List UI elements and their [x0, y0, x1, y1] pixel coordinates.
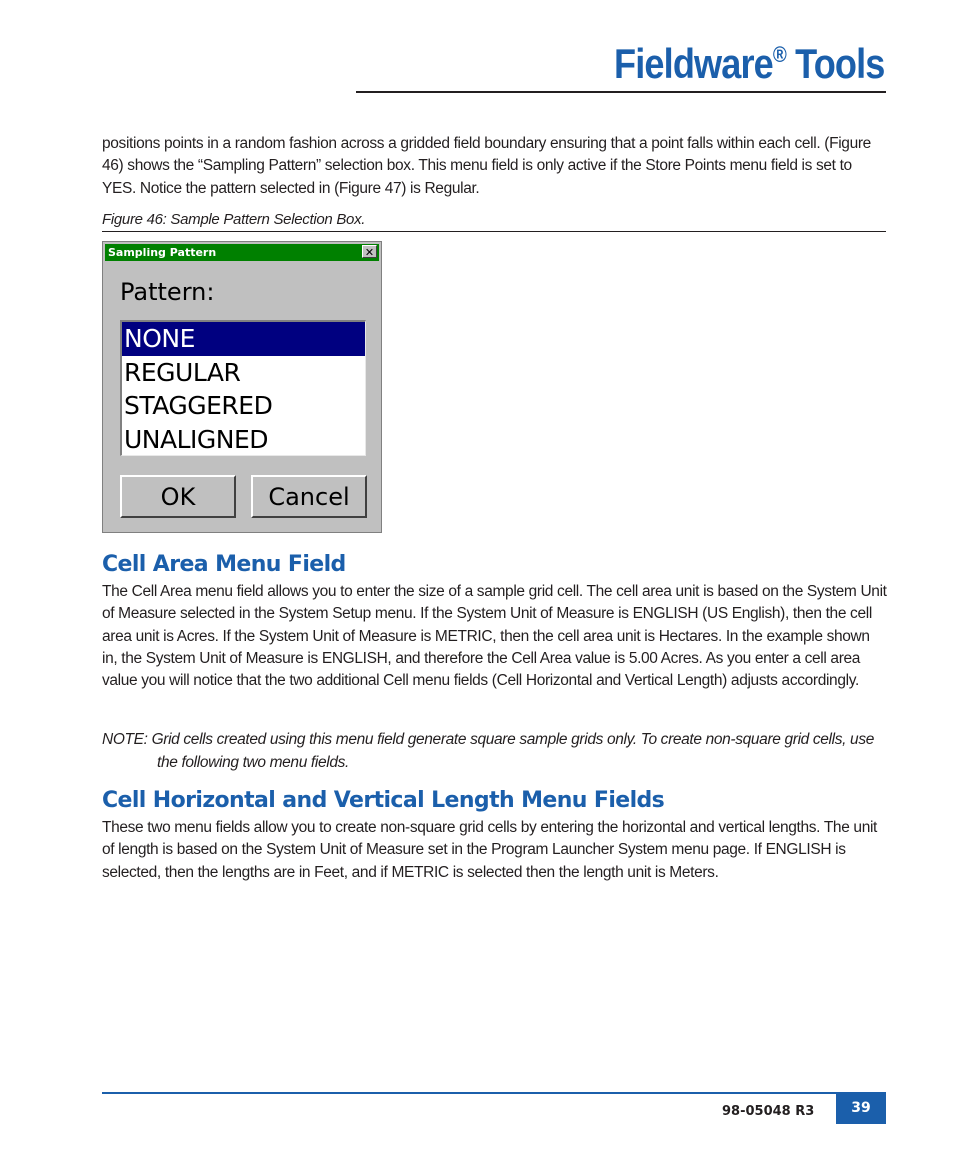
pattern-option-regular[interactable]: REGULAR: [124, 357, 241, 387]
document-number: 98-05048 R3: [722, 1104, 815, 1119]
cancel-button[interactable]: Cancel: [251, 475, 367, 518]
pattern-listbox[interactable]: [120, 320, 366, 456]
sampling-pattern-dialog: [102, 241, 382, 533]
pattern-label: Pattern:: [120, 278, 215, 306]
footer-rule: [102, 1092, 886, 1094]
dialog-titlebar[interactable]: [105, 244, 379, 261]
registered-mark: ®: [773, 42, 787, 67]
brand-title: [615, 40, 885, 88]
pattern-option-none[interactable]: NONE: [122, 322, 365, 356]
intro-paragraph: positions points in a random fashion across a gridded field boundary ensuring that a point falls within each cell. (Figure 46) shows the “Sampling Pattern” selection box. This menu field is only active if the Store Points menu field is set to YES. Notice the pattern selected in (Figure 47) is Regular.: [102, 135, 871, 197]
cell-area-paragraph: The Cell Area menu field allows you to enter the size of a sample grid cell. The cell area unit is based on the System Unit of Measure selected in the System Setup menu. If the System Unit of Measure is ENGLISH (US English), then the cell area unit is Acres. If the System Unit of Measure is METRIC, then the cell area unit is Hectares. In the example shown in, the System Unit of Measure is ENGLISH, and therefore the Cell Area value is 5.00 Acres. As you enter a cell area value you will notice that the two additional Cell menu fields (Cell Horizontal and Vertical Length) adjusts accordingly.: [102, 583, 887, 690]
cell-length-paragraph: These two menu fields allow you to create non-square grid cells by entering the horizontal and vertical lengths. The unit of length is based on the System Unit of Measure set in the Program Launcher System menu page. If ENGLISH is selected, then the lengths are in Feet, and if METRIC is selected then the length unit is Meters.: [102, 819, 878, 881]
cell-area-note: NOTE: Grid cells created using this menu field generate square sample grids only. To create non-square grid cells, use the following two menu fields.: [102, 731, 874, 771]
close-icon[interactable]: ✕: [362, 245, 377, 258]
cell-area-heading: Cell Area Menu Field: [102, 552, 346, 577]
cell-length-heading: Cell Horizontal and Vertical Length Menu Fields: [102, 788, 665, 813]
brand-suffix: Tools: [786, 40, 885, 87]
page-number: 39: [836, 1093, 886, 1124]
pattern-option-staggered[interactable]: STAGGERED: [124, 391, 273, 420]
header-rule: [356, 91, 886, 93]
brand-name: Fieldware: [614, 40, 774, 87]
figure-caption: Figure 46: Sample Pattern Selection Box.: [102, 211, 366, 228]
dialog-title: Sampling Pattern: [108, 246, 217, 259]
pattern-option-unaligned[interactable]: UNALIGNED: [124, 424, 269, 454]
caption-rule: [102, 231, 886, 232]
ok-button[interactable]: OK: [120, 475, 236, 518]
